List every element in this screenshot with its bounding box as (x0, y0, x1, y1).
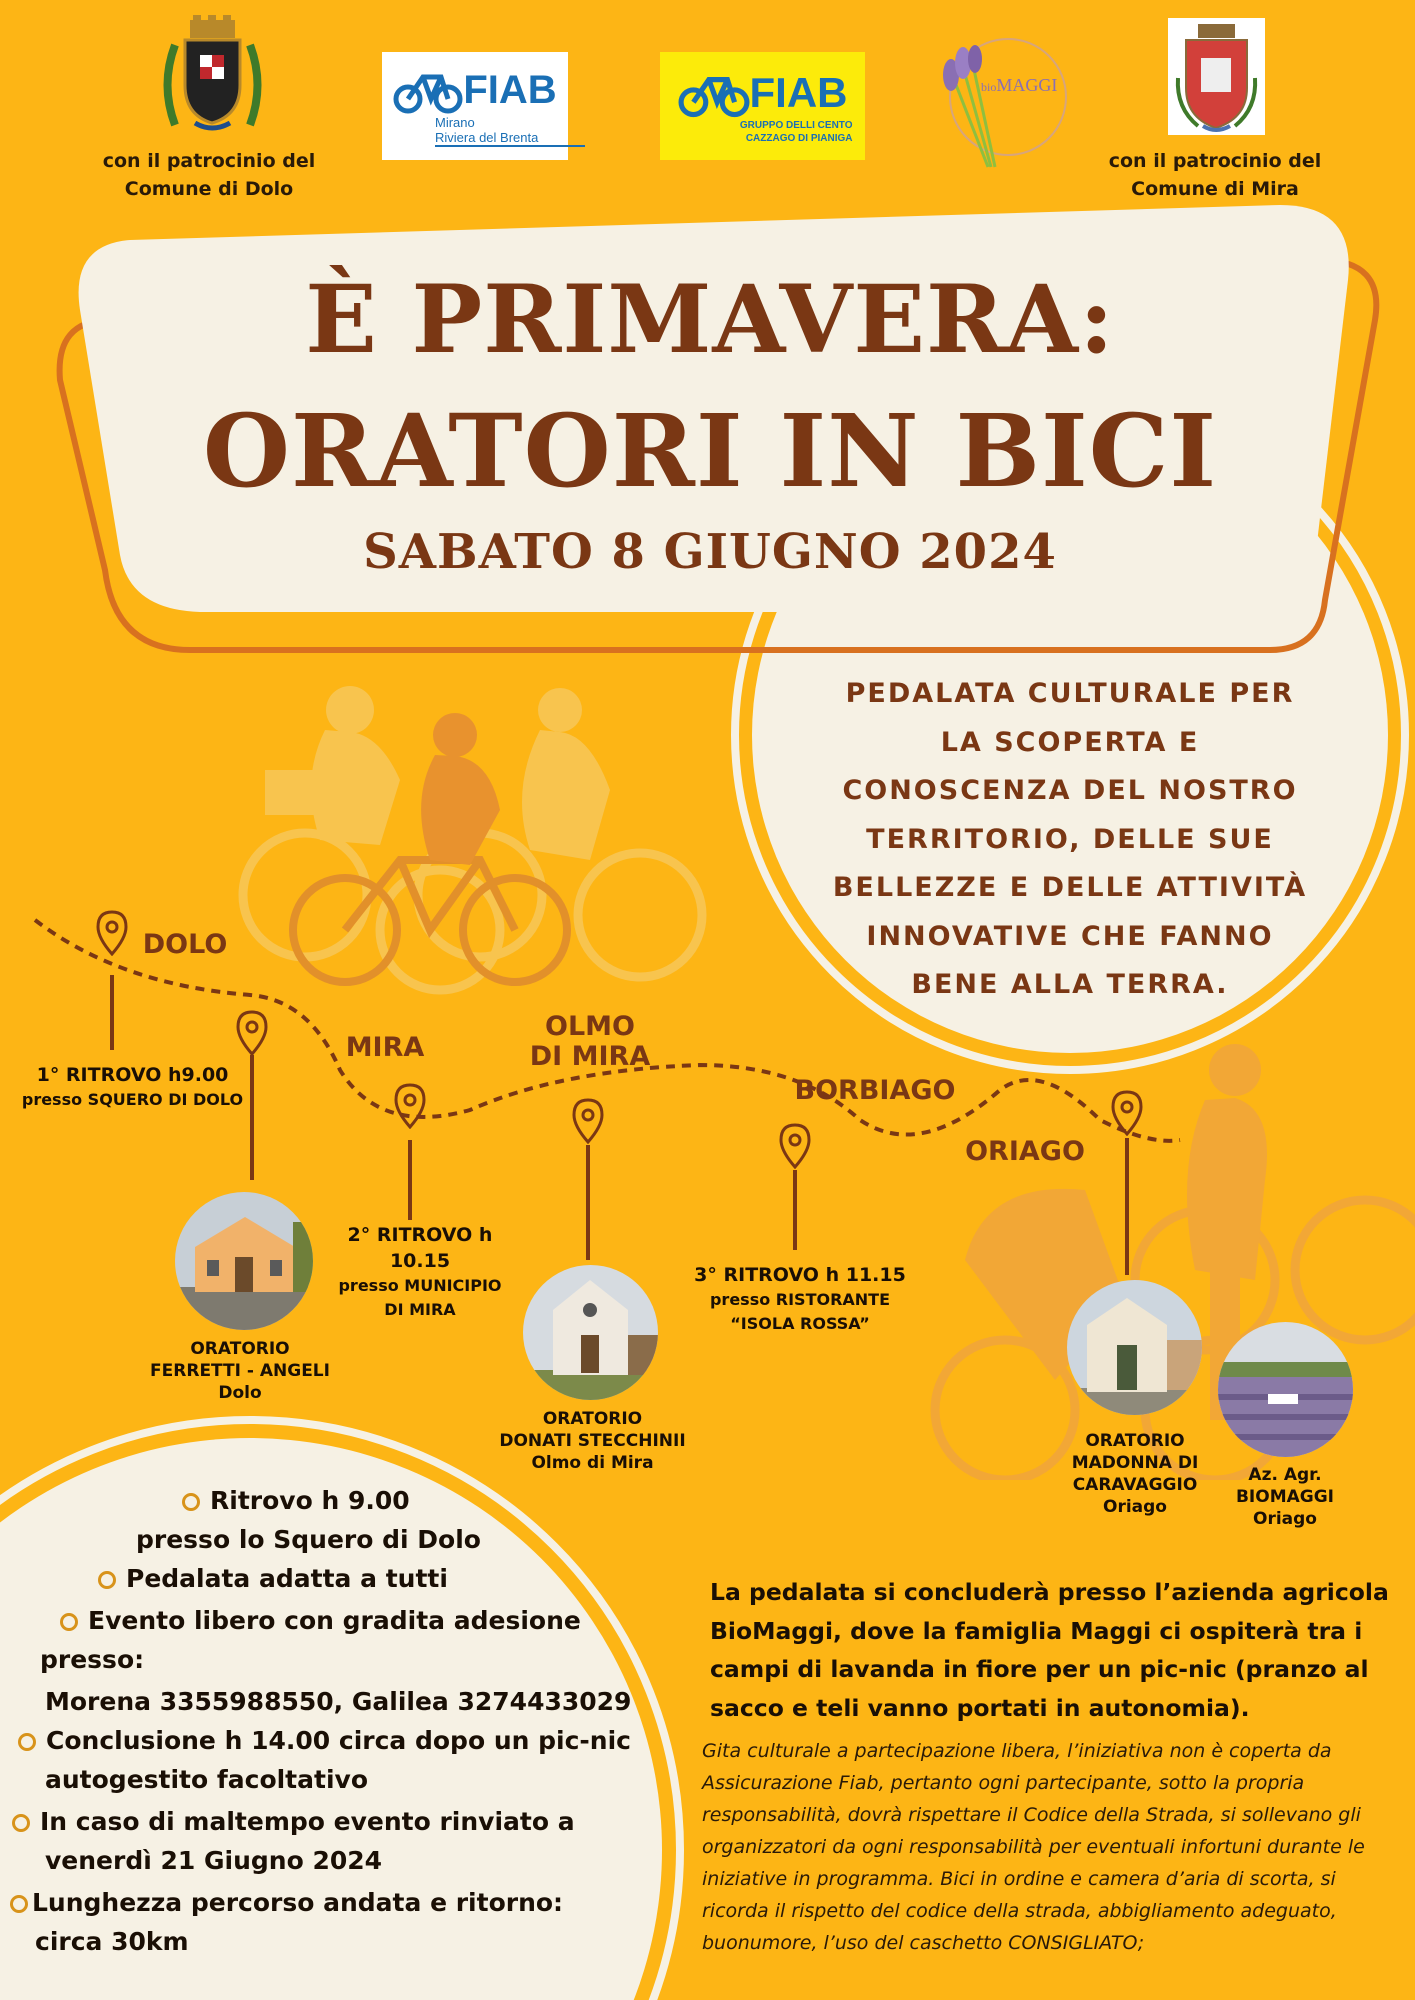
photo-biomaggi (1218, 1322, 1353, 1457)
photo-oratorio-ferretti (175, 1192, 313, 1330)
info-item-lunghezza-2: circa 30km (35, 1927, 189, 1956)
info-item-conclusione-2: autogestito facoltativo (45, 1765, 368, 1794)
fiab-delli-cento-name: FIAB (749, 69, 848, 116)
patrocinio-mira-caption: con il patrocinio del Comune di Mira (1108, 150, 1322, 200)
photo-oratorio-madonna (1067, 1280, 1202, 1415)
title-line-1: È PRIMAVERA: (305, 265, 1115, 375)
pin-mira-icon (393, 1083, 427, 1129)
info-item-pedalata: Pedalata adatta a tutti (0, 1559, 640, 1598)
pin-ferretti-icon (235, 1010, 269, 1056)
info-item-contacts: Morena 3355988550, Galilea 3274433029 (45, 1687, 632, 1716)
pin-olmo-icon (571, 1098, 605, 1144)
photo-oratorio-donati (523, 1265, 658, 1400)
bullet-icon (98, 1571, 116, 1589)
biomaggi-prefix: bio (981, 80, 997, 94)
pin-dolo-icon (95, 910, 129, 956)
caption-oratorio-donati: ORATORIO DONATI STECCHINII Olmo di Mira (499, 1409, 686, 1473)
info-item-evento-presso: presso: (40, 1645, 145, 1674)
stop-olmo: OLMO DI MIRA (529, 1011, 651, 1072)
caption-oratorio-madonna: ORATORIO MADONNA DI CARAVAGGIO Oriago (1071, 1431, 1199, 1517)
bullet-icon (182, 1493, 200, 1511)
info-item-conclusione: Conclusione h 14.00 circa dopo un pic-nic (0, 1721, 640, 1760)
title-line-2: ORATORI IN BICI (202, 392, 1218, 510)
fiab-mirano-logo: FIAB Mirano Riviera del Brenta (382, 52, 568, 160)
ritrovo-2: 2° RITROVO h 10.15 presso MUNICIPIO DI MIRA (338, 1224, 502, 1319)
info-item-ritrovo: Ritrovo h 9.00 (0, 1481, 640, 1520)
event-date: SABATO 8 GIUGNO 2024 (363, 524, 1057, 580)
info-item-lunghezza: Lunghezza percorso andata e ritorno: (0, 1883, 640, 1922)
stop-dolo: DOLO (142, 929, 228, 960)
ritrovo-3: 3° RITROVO h 11.15 presso RISTORANTE “ISOLA ROSSA” (694, 1264, 906, 1333)
chapel-photo-icon (175, 1192, 313, 1330)
stop-oriago: ORIAGO (965, 1136, 1085, 1167)
chapel-photo-icon (523, 1265, 658, 1400)
patrocinio-dolo-caption: con il patrocinio del Comune di Dolo (102, 150, 316, 200)
info-item-ritrovo-place: presso lo Squero di Dolo (136, 1525, 481, 1554)
bullet-icon (18, 1733, 36, 1751)
event-description: PEDALATA CULTURALE PER LA SCOPERTA E CONOSCENZA DEL NOSTRO TERRITORIO, DELLE SUE BELLEZZE E DELLE ATTIVITÀ INNOVATIVE CHE FANNO BENE ALLA TERRA. (832, 678, 1308, 1000)
ritrovo-1: 1° RITROVO h9.00 presso SQUERO DI DOLO (21, 1064, 244, 1109)
biomaggi-name: MAGGI (996, 75, 1058, 95)
bullet-icon (10, 1895, 28, 1913)
info-item-maltempo-2: venerdì 21 Giugno 2024 (45, 1846, 383, 1875)
info-item-maltempo: In caso di maltempo evento rinviato a (0, 1802, 640, 1841)
stop-borbiago: BORBIAGO (794, 1075, 956, 1106)
pin-oriago-icon (1110, 1090, 1144, 1136)
disclaimer-text: Gita culturale a partecipazione libera, l’iniziativa non è coperta da Assicurazione Fiab, pertanto ogni partecipante, sotto la propria responsabilità, dovrà rispettare il Codice della Strada, si sollevano gli organizzatori da ogni responsabilità per eventuali infortuni durante le iniziative in programma. Bici in ordine e camera d’aria di scorta, si ricorda il rispetto del codice della strada, abbigliamento adeguato, buonumore, l’uso del caschetto CONSIGLIATO; (702, 1740, 1365, 1954)
stop-mira: MIRA (345, 1032, 425, 1063)
chapel-photo-icon (1067, 1280, 1202, 1415)
info-list (0, 1481, 640, 1961)
caption-oratorio-ferretti: ORATORIO FERRETTI - ANGELI Dolo (150, 1339, 330, 1403)
bullet-icon (60, 1613, 78, 1631)
fiab-delli-cento-logo: FIAB GRUPPO DELLI CENTO CAZZAGO DI PIANIGA (660, 52, 865, 160)
pin-borbiago-icon (778, 1123, 812, 1169)
caption-biomaggi: Az. Agr. BIOMAGGI Oriago (1235, 1465, 1335, 1529)
fiab-mirano-name: FIAB (463, 67, 557, 112)
lavender-field-photo-icon (1218, 1322, 1353, 1457)
info-item-evento: Evento libero con gradita adesione (0, 1601, 640, 1640)
conclusion-text: La pedalata si concluderà presso l’azienda agricola BioMaggi, dove la famiglia Maggi ci ospiterà tra i campi di lavanda in fiore per un pic-nic (pranzo al sacco e teli vanno portati in autonomia). (710, 1578, 1389, 1722)
bullet-icon (12, 1814, 30, 1832)
